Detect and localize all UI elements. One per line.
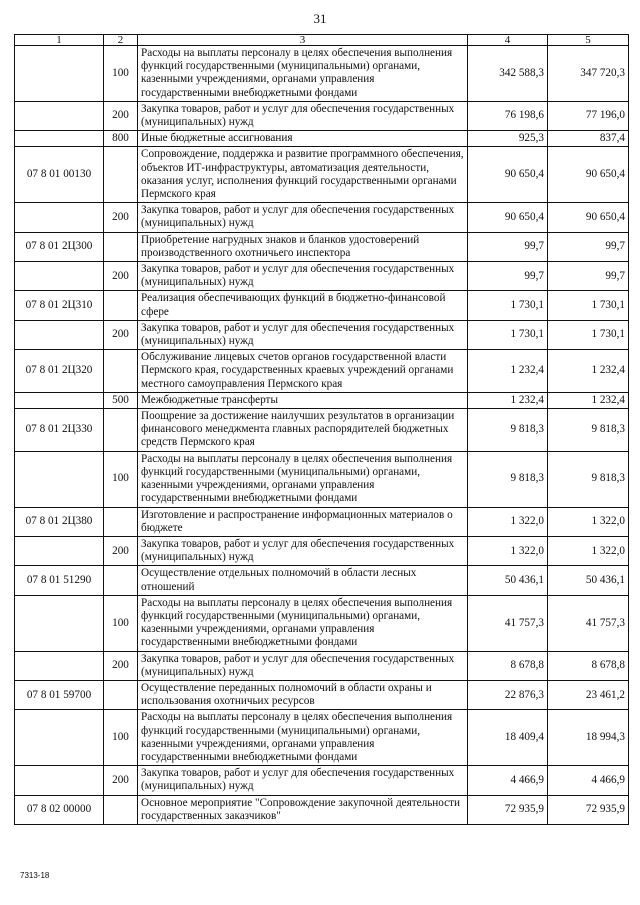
expense-type-cell	[104, 507, 138, 536]
table-row	[15, 795, 629, 824]
amount-year2-cell: 18 994,3	[548, 710, 629, 766]
table-row	[15, 595, 629, 651]
expense-type-cell	[104, 680, 138, 709]
expense-type-cell: 200	[104, 536, 138, 565]
column-header: 4	[468, 35, 548, 46]
target-code-cell: 07 8 01 2Ц300	[15, 232, 104, 261]
expense-type-cell	[104, 147, 138, 203]
amount-year1-cell: 8 678,8	[468, 651, 548, 680]
amount-year2-cell: 99,7	[548, 262, 629, 291]
page-number: 31	[313, 11, 327, 26]
amount-year2-cell: 50 436,1	[548, 566, 629, 595]
budget-table	[14, 34, 629, 825]
amount-year2-cell: 1 232,4	[548, 350, 629, 393]
amount-year2-cell: 99,7	[548, 232, 629, 261]
amount-year1-cell: 4 466,9	[468, 766, 548, 795]
item-name-cell: Сопровождение, поддержка и развитие программного обеспечения, объектов ИТ-инфраструктуры, автоматизация деятельности, оказания услуг, исполнения функций государственными органами Пермского края	[138, 147, 468, 203]
amount-year2-cell: 347 720,3	[548, 46, 629, 102]
item-name-cell: Расходы на выплаты персоналу в целях обеспечения выполнения функций государственными (муниципальными) органами, казенными учреждениями, органами управления государственными внебюджетными фондами	[138, 451, 468, 507]
amount-year2-cell: 1 232,4	[548, 392, 629, 408]
amount-year2-cell: 90 650,4	[548, 147, 629, 203]
item-name-cell: Закупка товаров, работ и услуг для обеспечения государственных (муниципальных) нужд	[138, 766, 468, 795]
target-code-cell: 07 8 01 51290	[15, 566, 104, 595]
amount-year2-cell: 77 196,0	[548, 101, 629, 130]
amount-year1-cell: 99,7	[468, 232, 548, 261]
amount-year2-cell: 1 322,0	[548, 536, 629, 565]
amount-year2-cell: 90 650,4	[548, 203, 629, 232]
table-row	[15, 203, 629, 232]
item-name-cell: Расходы на выплаты персоналу в целях обеспечения выполнения функций государственными (муниципальными) органами, казенными учреждениями, органами управления государственными внебюджетными фондами	[138, 595, 468, 651]
expense-type-cell: 100	[104, 46, 138, 102]
amount-year1-cell: 1 730,1	[468, 291, 548, 320]
amount-year1-cell: 342 588,3	[468, 46, 548, 102]
expense-type-cell: 500	[104, 392, 138, 408]
amount-year2-cell: 9 818,3	[548, 451, 629, 507]
item-name-cell: Закупка товаров, работ и услуг для обеспечения государственных (муниципальных) нужд	[138, 101, 468, 130]
target-code-cell	[15, 710, 104, 766]
amount-year1-cell: 9 818,3	[468, 451, 548, 507]
table-row	[15, 766, 629, 795]
expense-type-cell	[104, 409, 138, 452]
target-code-cell	[15, 766, 104, 795]
target-code-cell	[15, 131, 104, 147]
amount-year1-cell: 1 322,0	[468, 536, 548, 565]
item-name-cell: Закупка товаров, работ и услуг для обеспечения государственных (муниципальных) нужд	[138, 536, 468, 565]
amount-year1-cell: 76 198,6	[468, 101, 548, 130]
amount-year1-cell: 22 876,3	[468, 680, 548, 709]
expense-type-cell: 200	[104, 203, 138, 232]
amount-year1-cell: 1 232,4	[468, 392, 548, 408]
target-code-cell	[15, 651, 104, 680]
target-code-cell	[15, 320, 104, 349]
item-name-cell: Закупка товаров, работ и услуг для обеспечения государственных (муниципальных) нужд	[138, 320, 468, 349]
expense-type-cell: 200	[104, 101, 138, 130]
table-row	[15, 101, 629, 130]
table-row	[15, 291, 629, 320]
amount-year2-cell: 8 678,8	[548, 651, 629, 680]
amount-year2-cell: 837,4	[548, 131, 629, 147]
amount-year2-cell: 1 322,0	[548, 507, 629, 536]
item-name-cell: Обслуживание лицевых счетов органов государственной власти Пермского края, государственных краевых учреждений органами местного самоуправления Пермского края	[138, 350, 468, 393]
table-row	[15, 350, 629, 393]
amount-year1-cell: 9 818,3	[468, 409, 548, 452]
expense-type-cell: 200	[104, 651, 138, 680]
document-code: 7313-18	[20, 871, 50, 880]
amount-year2-cell: 72 935,9	[548, 795, 629, 824]
target-code-cell: 07 8 02 00000	[15, 795, 104, 824]
target-code-cell	[15, 451, 104, 507]
target-code-cell: 07 8 01 2Ц310	[15, 291, 104, 320]
item-name-cell: Осуществление отдельных полномочий в области лесных отношений	[138, 566, 468, 595]
table-row	[15, 451, 629, 507]
target-code-cell: 07 8 01 00130	[15, 147, 104, 203]
table-row	[15, 147, 629, 203]
table-header-row	[15, 35, 629, 46]
amount-year2-cell: 9 818,3	[548, 409, 629, 452]
table-row	[15, 566, 629, 595]
item-name-cell: Основное мероприятие "Сопровождение закупочной деятельности государственных заказчиков"	[138, 795, 468, 824]
column-header: 5	[548, 35, 629, 46]
amount-year1-cell: 1 730,1	[468, 320, 548, 349]
amount-year1-cell: 99,7	[468, 262, 548, 291]
item-name-cell: Расходы на выплаты персоналу в целях обеспечения выполнения функций государственными (муниципальными) органами, казенными учреждениями, органами управления государственными внебюджетными фондами	[138, 710, 468, 766]
table-row	[15, 262, 629, 291]
expense-type-cell	[104, 566, 138, 595]
amount-year1-cell: 50 436,1	[468, 566, 548, 595]
expense-type-cell: 200	[104, 320, 138, 349]
target-code-cell	[15, 595, 104, 651]
table-row	[15, 409, 629, 452]
expense-type-cell	[104, 350, 138, 393]
expense-type-cell: 200	[104, 766, 138, 795]
expense-type-cell	[104, 795, 138, 824]
table-row	[15, 392, 629, 408]
target-code-cell	[15, 392, 104, 408]
amount-year1-cell: 18 409,4	[468, 710, 548, 766]
amount-year1-cell: 925,3	[468, 131, 548, 147]
expense-type-cell: 100	[104, 710, 138, 766]
amount-year1-cell: 1 232,4	[468, 350, 548, 393]
target-code-cell: 07 8 01 59700	[15, 680, 104, 709]
target-code-cell	[15, 46, 104, 102]
table-row	[15, 507, 629, 536]
item-name-cell: Закупка товаров, работ и услуг для обеспечения государственных (муниципальных) нужд	[138, 203, 468, 232]
amount-year2-cell: 1 730,1	[548, 291, 629, 320]
amount-year1-cell: 72 935,9	[468, 795, 548, 824]
item-name-cell: Поощрение за достижение наилучших результатов в организации финансового менеджмента главных распорядителей бюджетных средств Пермского края	[138, 409, 468, 452]
column-header: 2	[104, 35, 138, 46]
target-code-cell	[15, 101, 104, 130]
item-name-cell: Расходы на выплаты персоналу в целях обеспечения выполнения функций государственными (муниципальными) органами, казенными учреждениями, органами управления государственными внебюджетными фондами	[138, 46, 468, 102]
amount-year1-cell: 90 650,4	[468, 203, 548, 232]
table-row	[15, 680, 629, 709]
target-code-cell: 07 8 01 2Ц330	[15, 409, 104, 452]
amount-year2-cell: 4 466,9	[548, 766, 629, 795]
table-row	[15, 536, 629, 565]
item-name-cell: Изготовление и распространение информационных материалов о бюджете	[138, 507, 468, 536]
table-body	[15, 46, 629, 825]
amount-year2-cell: 41 757,3	[548, 595, 629, 651]
target-code-cell	[15, 203, 104, 232]
expense-type-cell	[104, 232, 138, 261]
expense-type-cell	[104, 291, 138, 320]
item-name-cell: Закупка товаров, работ и услуг для обеспечения государственных (муниципальных) нужд	[138, 262, 468, 291]
item-name-cell: Межбюджетные трансферты	[138, 392, 468, 408]
expense-type-cell: 200	[104, 262, 138, 291]
expense-type-cell: 100	[104, 595, 138, 651]
table-row	[15, 46, 629, 102]
table-row	[15, 320, 629, 349]
item-name-cell: Иные бюджетные ассигнования	[138, 131, 468, 147]
target-code-cell	[15, 262, 104, 291]
table-row	[15, 131, 629, 147]
expense-type-cell: 100	[104, 451, 138, 507]
target-code-cell: 07 8 01 2Ц380	[15, 507, 104, 536]
table-row	[15, 651, 629, 680]
target-code-cell: 07 8 01 2Ц320	[15, 350, 104, 393]
target-code-cell	[15, 536, 104, 565]
item-name-cell: Приобретение нагрудных знаков и бланков удостоверений производственного охотничьего инспектора	[138, 232, 468, 261]
amount-year1-cell: 90 650,4	[468, 147, 548, 203]
item-name-cell: Закупка товаров, работ и услуг для обеспечения государственных (муниципальных) нужд	[138, 651, 468, 680]
amount-year2-cell: 1 730,1	[548, 320, 629, 349]
table-row	[15, 710, 629, 766]
item-name-cell: Осуществление переданных полномочий в области охраны и использования охотничьих ресурсов	[138, 680, 468, 709]
amount-year1-cell: 41 757,3	[468, 595, 548, 651]
expense-type-cell: 800	[104, 131, 138, 147]
column-header: 1	[15, 35, 104, 46]
amount-year2-cell: 23 461,2	[548, 680, 629, 709]
item-name-cell: Реализация обеспечивающих функций в бюджетно-финансовой сфере	[138, 291, 468, 320]
table-row	[15, 232, 629, 261]
column-header: 3	[138, 35, 468, 46]
amount-year1-cell: 1 322,0	[468, 507, 548, 536]
